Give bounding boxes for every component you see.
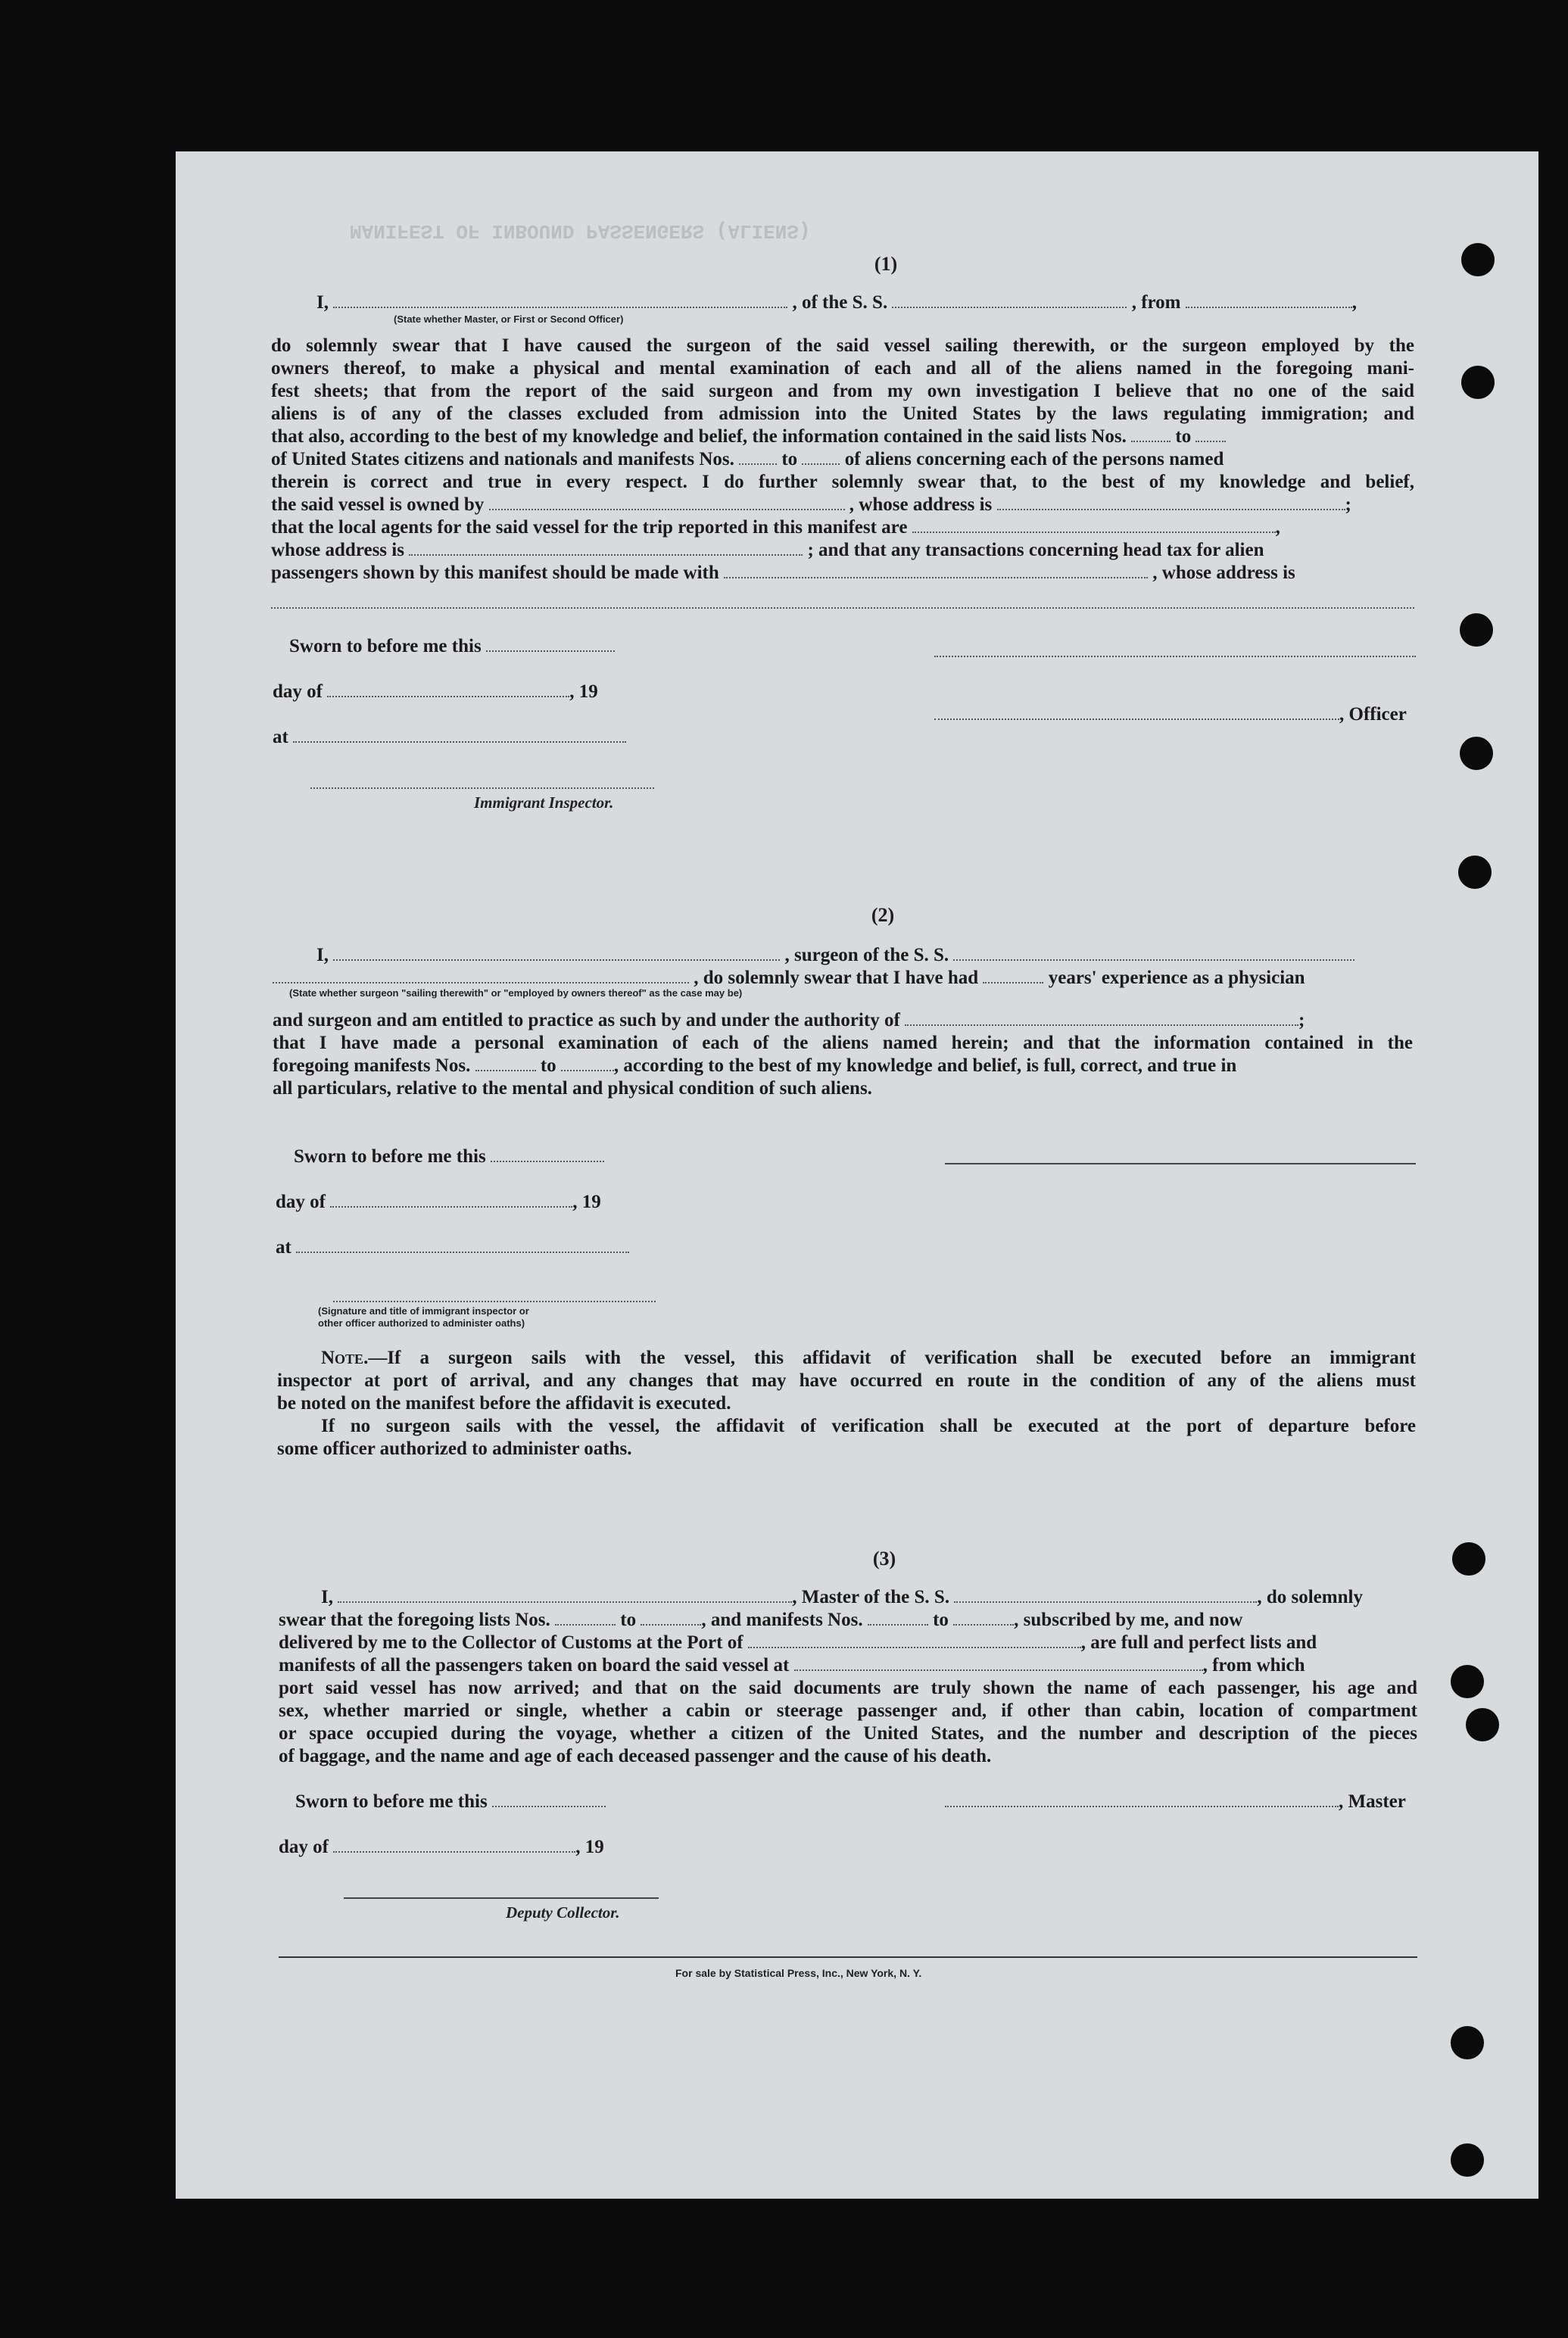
section-1-owner-line: the said vessel is owned by , whose address is ; (271, 494, 1351, 515)
signature-caption-2: other officer authorized to administer oaths) (318, 1317, 525, 1329)
binder-hole (1461, 366, 1495, 399)
section-1-manifests-line: of United States citizens and nationals and manifests Nos. to of aliens concerning each of the persons named (271, 449, 1224, 469)
note-body-line: If no surgeon sails with the vessel, the affidavit of verification shall be executed at the port of departure before (321, 1416, 1416, 1436)
signature-line-2 (945, 1163, 1416, 1164)
section-2-number: (2) (871, 904, 895, 926)
printer-footer: For sale by Statistical Press, Inc., New York, N. Y. (675, 1967, 922, 1979)
sworn-before-3: Sworn to before me this (295, 1791, 606, 1813)
inspector-signature-line-2 (333, 1301, 656, 1302)
binder-hole (1451, 2026, 1484, 2059)
section-3-body-line: of baggage, and the name and age of each deceased passenger and the cause of his death. (279, 1746, 992, 1766)
section-1-lists-line: that also, according to the best of my knowledge and belief, the information contained in the said lists Nos. to (271, 426, 1226, 447)
section-1-body-line: aliens is of any of the classes excluded from admission into the United States by the laws regulating immigration; and (271, 404, 1414, 424)
section-3-line-2: swear that the foregoing lists Nos. to , and manifests Nos. to , subscribed by me, and now (279, 1610, 1243, 1630)
section-1-line-1: I, , of the S. S. , from , (316, 292, 1357, 313)
section-1-address-line: whose address is ; and that any transactions concerning head tax for alien (271, 540, 1264, 560)
binder-hole (1452, 1542, 1485, 1576)
note-body-line: be noted on the manifest before the affidavit is executed. (277, 1393, 731, 1414)
section-2-manifests-line: foregoing manifests Nos. to , according to the best of my knowledge and belief, is full, correct, and true in (273, 1055, 1237, 1076)
section-2-line-2: , do solemnly swear that I have had years' experience as a physician (273, 968, 1305, 989)
note-line-1: Note.—If a surgeon sails with the vessel, this affidavit of verification shall be executed before an immigrant (321, 1348, 1416, 1368)
surgeon-caption: (State whether surgeon "sailing therewith" or "employed by owners thereof" as the case may be) (289, 987, 743, 999)
at-line-2: at (276, 1237, 629, 1258)
deputy-collector-label: Deputy Collector. (506, 1903, 620, 1922)
section-2-line-1: I, , surgeon of the S. S. (316, 945, 1354, 966)
section-1-head-tax-line: passengers shown by this manifest should be made with , whose address is (271, 563, 1295, 583)
sworn-before-2: Sworn to before me this (294, 1146, 604, 1167)
section-1-number: (1) (874, 253, 898, 275)
section-3-line-1: I, , Master of the S. S. , do solemnly (321, 1587, 1363, 1607)
day-of-1: day of , 19 (273, 681, 598, 702)
master-signature-line: , Master (945, 1791, 1406, 1813)
section-3-body-line: port said vessel has now arrived; and that on the said documents are truly shown the name of each passenger, his age and (279, 1678, 1417, 1698)
binder-hole (1458, 856, 1492, 889)
section-3-line-4: manifests of all the passengers taken on board the said vessel at , from which (279, 1655, 1305, 1676)
section-3-body-line: sex, whether married or single, whether a cabin or steerage passenger and, if other than cabin, location of compartment (279, 1701, 1417, 1721)
section-1-body-line: therein is correct and true in every respect. I do further solemnly swear that, to the best of my knowledge and belief, (271, 472, 1414, 492)
officer-line: , Officer (934, 704, 1407, 725)
section-3-body-line: or space occupied during the voyage, whether a citizen of the United States, and the number and description of the pieces (279, 1723, 1417, 1744)
document-page (176, 151, 1538, 2199)
day-of-2: day of , 19 (276, 1192, 601, 1212)
inspector-signature-line (310, 787, 654, 789)
address-blank-line (271, 607, 1414, 609)
bleed-through-text: MANIFEST OF INBOUND PASSENGERS (ALIENS) (350, 220, 811, 242)
at-line-1: at (273, 727, 626, 748)
signature-caption-1: (Signature and title of immigrant inspector or (318, 1305, 529, 1317)
section-1-body-line: owners thereof, to make a physical and mental examination of each and all of the aliens named in the foregoing mani- (271, 358, 1414, 379)
officer-caption: (State whether Master, or First or Second Officer) (394, 313, 624, 325)
section-2-authority-line: and surgeon and am entitled to practice as such by and under the authority of ; (273, 1010, 1305, 1030)
note-label: Note. (321, 1348, 369, 1368)
note-body-line: some officer authorized to administer oaths. (277, 1439, 632, 1459)
section-2-body-line: that I have made a personal examination of each of the aliens named herein; and that the information contained in the (273, 1033, 1413, 1053)
note-body-line: inspector at port of arrival, and any changes that may have occurred en route in the condition of any of the aliens must (277, 1370, 1416, 1391)
section-1-body-line: do solemnly swear that I have caused the surgeon of the said vessel sailing therewith, or the surgeon employed by the (271, 335, 1414, 356)
day-of-3: day of , 19 (279, 1837, 604, 1857)
footer-rule (279, 1956, 1417, 1958)
section-3-number: (3) (872, 1548, 896, 1570)
sworn-before-1: Sworn to before me this (289, 636, 615, 657)
deputy-collector-signature-line (344, 1897, 659, 1899)
section-2-body-line: all particulars, relative to the mental and physical condition of such aliens. (273, 1078, 872, 1099)
immigrant-inspector-label: Immigrant Inspector. (474, 793, 614, 812)
binder-hole (1460, 613, 1493, 647)
binder-hole (1466, 1708, 1499, 1741)
binder-hole (1460, 737, 1493, 770)
binder-hole (1461, 243, 1495, 276)
binder-hole (1451, 2143, 1484, 2177)
section-1-body-line: fest sheets; that from the report of the said surgeon and from my own investigation I believe that no one of the said (271, 381, 1414, 401)
section-3-line-3: delivered by me to the Collector of Customs at the Port of , are full and perfect lists and (279, 1632, 1317, 1653)
signature-line-1 (934, 656, 1416, 657)
section-1-agents-line: that the local agents for the said vessel for the trip reported in this manifest are , (271, 517, 1280, 538)
binder-hole (1451, 1665, 1484, 1698)
